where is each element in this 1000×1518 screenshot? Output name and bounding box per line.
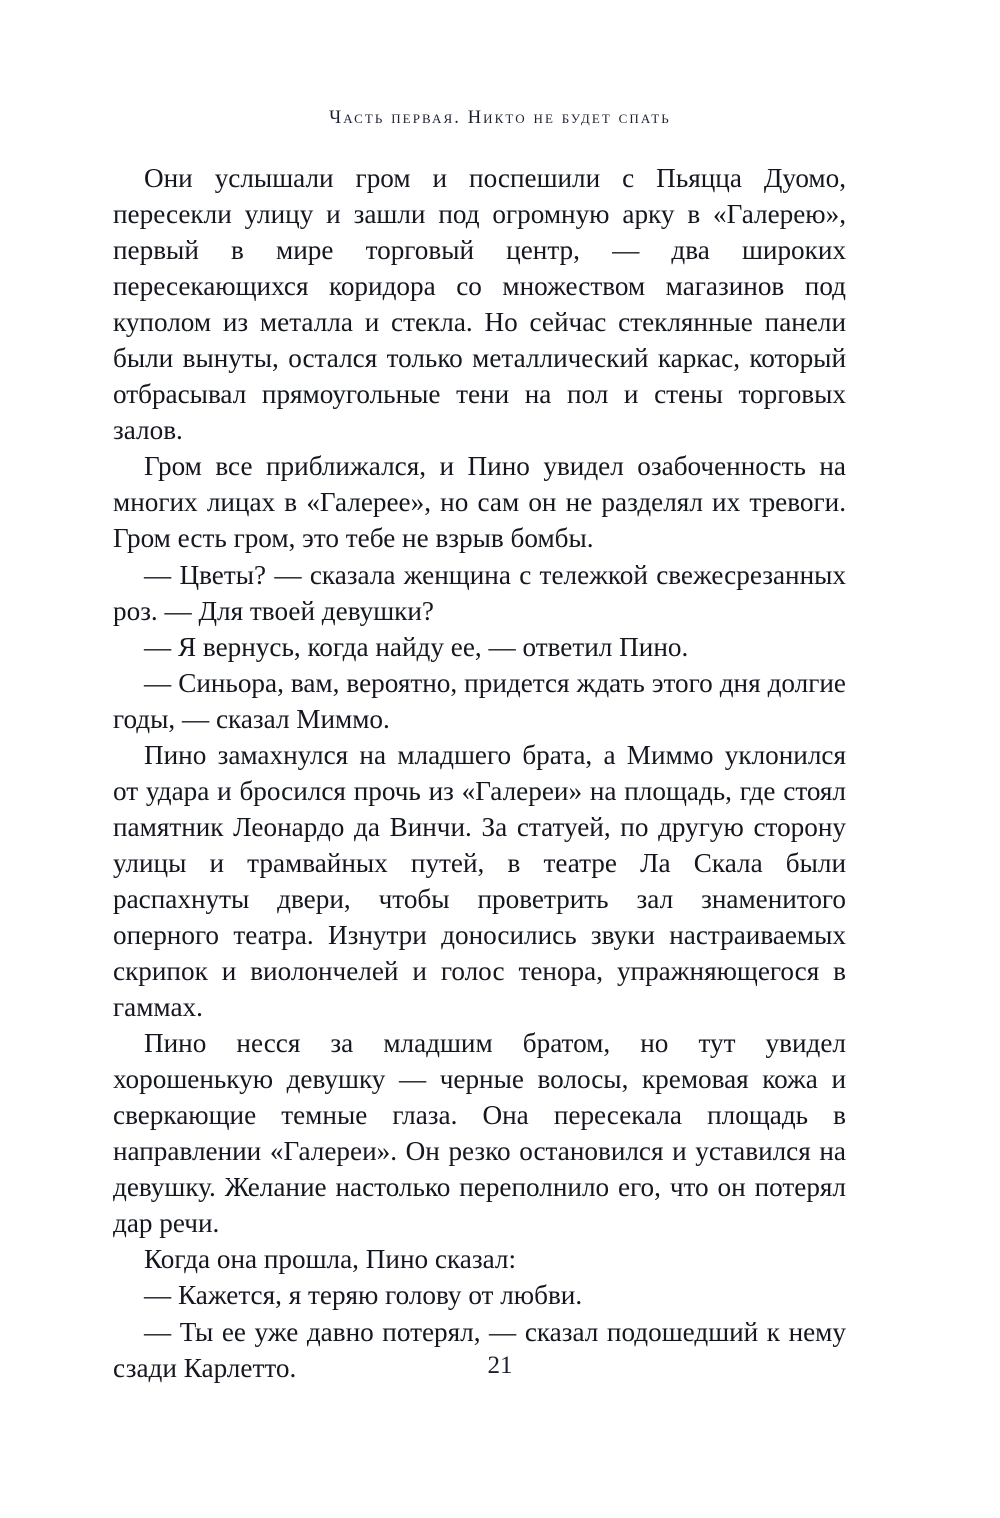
dialogue-line: — Цветы? — сказала женщина с тележкой свежесрезанных роз. — Для твоей девушки?: [113, 559, 846, 626]
running-head: Часть первая. Никто не будет спать: [329, 108, 671, 128]
page-number: 21: [487, 1352, 513, 1379]
dialogue-line: — Я вернусь, когда найду ее, — ответил Пино.: [144, 631, 689, 662]
paragraph: Когда она прошла, Пино сказал:: [144, 1244, 516, 1275]
paragraph: Пино замахнулся на младшего брата, а Миммо уклонился от удара и бросился прочь из «Галереи» на площадь, где стоял памятник Леонардо да Винчи. За статуей, по другую сторону улицы и трамвайных путей, в театре Ла Скала были распахнуты двери, чтобы проветрить зал знаменитого оперного театра. Изнутри доносились звуки настраиваемых скрипок и виолончелей и голос тенора, упражняющегося в гаммах.: [113, 739, 846, 1023]
paragraph: Они услышали гром и поспешили с Пьяцца Дуомо, пересекли улицу и зашли под огромную арку в «Галерею», первый в мире торговый центр, — два широких пересекающихся коридора со множеством магазинов под куполом из металла и стекла. Но сейчас стеклянные панели были вынуты, остался только металлический каркас, который отбрасывал прямоугольные тени на пол и стены торговых залов.: [113, 163, 846, 446]
paragraph: Пино несся за младшим братом, но тут увидел хорошенькую девушку — черные волосы, кремовая кожа и сверкающие темные глаза. Она пересекала площадь в направлении «Галереи». Он резко остановился и уставился на девушку. Желание настолько переполнило его, что он потерял дар речи.: [113, 1028, 846, 1239]
dialogue-line: — Ты ее уже давно потерял, — сказал подошедший к нему сзади Карлетто.: [113, 1316, 846, 1383]
body-text-block: [113, 160, 846, 1386]
dialogue-line: — Кажется, я теряю голову от любви.: [144, 1280, 583, 1311]
dialogue-line: — Синьора, вам, вероятно, придется ждать этого дня долгие годы, — сказал Миммо.: [113, 667, 846, 734]
paragraph: Гром все приближался, и Пино увидел озабоченность на многих лицах в «Галерее», но сам он не разделял их тревоги. Гром есть гром, это тебе не взрыв бомбы.: [113, 451, 846, 554]
